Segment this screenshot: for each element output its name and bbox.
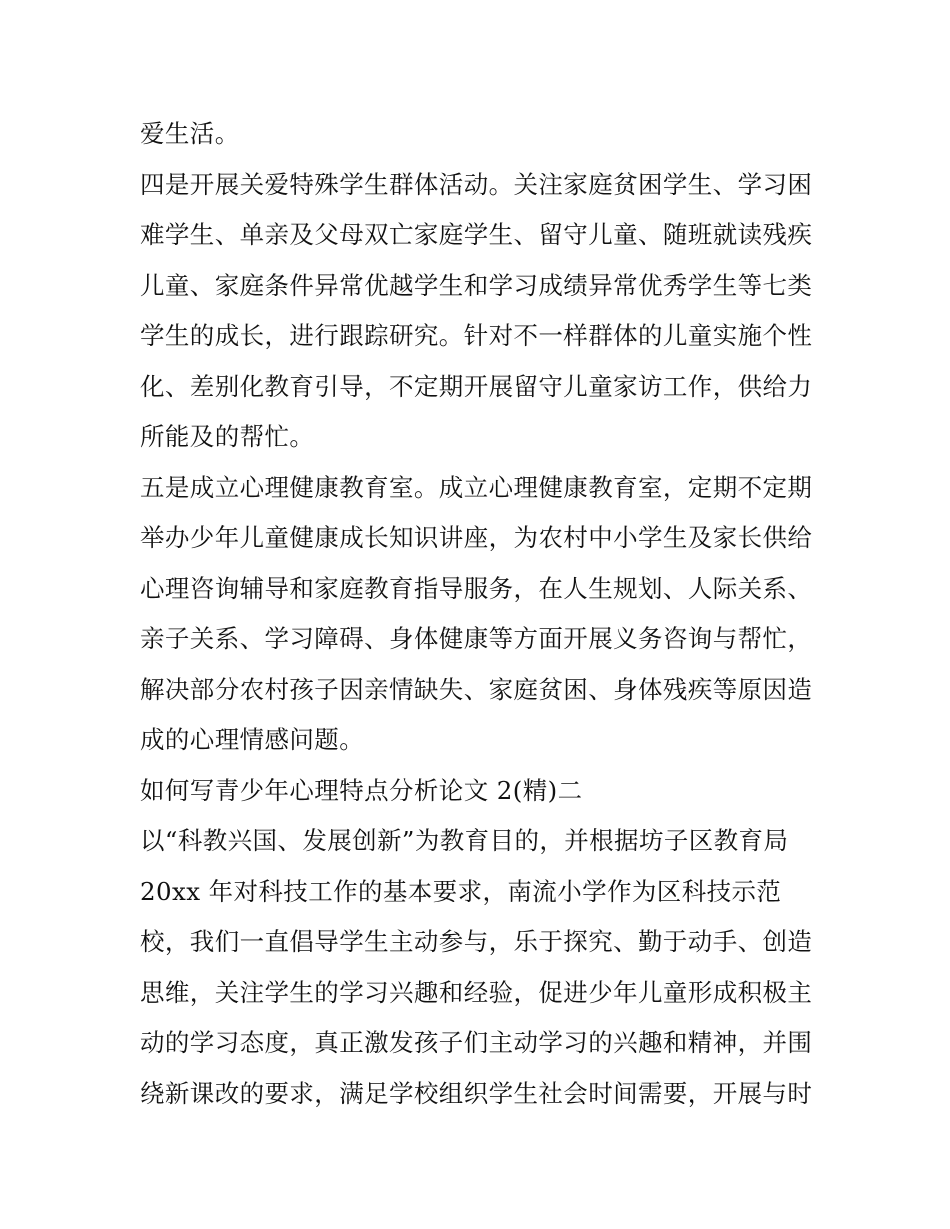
text-line: 成的心理情感问题。 [140,725,365,754]
text-line: 所能及的帮忙。 [140,422,315,451]
document-body [140,109,820,1119]
text-line: 儿童、家庭条件异常优越学生和学习成绩异常优秀学生等七类 [140,270,813,300]
text-line: 爱生活。 [140,119,240,148]
text-line: 举办少年儿童健康成长知识讲座，为农村中小学生及家长供给 [140,523,813,552]
text-line: 五是成立心理健康教育室。成立心理健康教育室，定期不定期 [140,472,813,502]
text-line: 心理咨询辅导和家庭教育指导服务，在人生规划、人际关系、 [140,573,813,603]
text-line: 20xx 年对科技工作的基本要求，南流小学作为区科技示范 [140,876,782,906]
section-heading: 如何写青少年心理特点分析论文 2(精)二 [140,775,583,805]
text-line: 四是开展关爱特殊学生群体活动。关注家庭贫困学生、学习困 [140,169,813,199]
text-line: 解决部分农村孩子因亲情缺失、家庭贫困、身体残疾等原因造 [140,674,813,704]
text-line: 思维，关注学生的学习兴趣和经验，促进少年儿童形成积极主 [140,977,813,1007]
text-line: 化、差别化教育引导，不定期开展留守儿童家访工作，供给力 [140,371,813,401]
text-line: 以“科教兴国、发展创新”为教育目的，并根据坊子区教育局 [140,826,789,855]
text-line: 学生的成长，进行跟踪研究。针对不一样群体的儿童实施个性 [140,321,813,350]
text-line: 校，我们一直倡导学生主动参与，乐于探究、勤于动手、创造 [140,927,813,956]
text-line: 难学生、单亲及父母双亡家庭学生、留守儿童、随班就读残疾 [140,220,813,249]
text-line: 绕新课改的要求，满足学校组织学生社会时间需要，开展与时 [140,1078,813,1108]
text-line: 动的学习态度，真正激发孩子们主动学习的兴趣和精神，并围 [140,1028,813,1057]
text-line: 亲子关系、学习障碍、身体健康等方面开展义务咨询与帮忙， [140,624,813,653]
